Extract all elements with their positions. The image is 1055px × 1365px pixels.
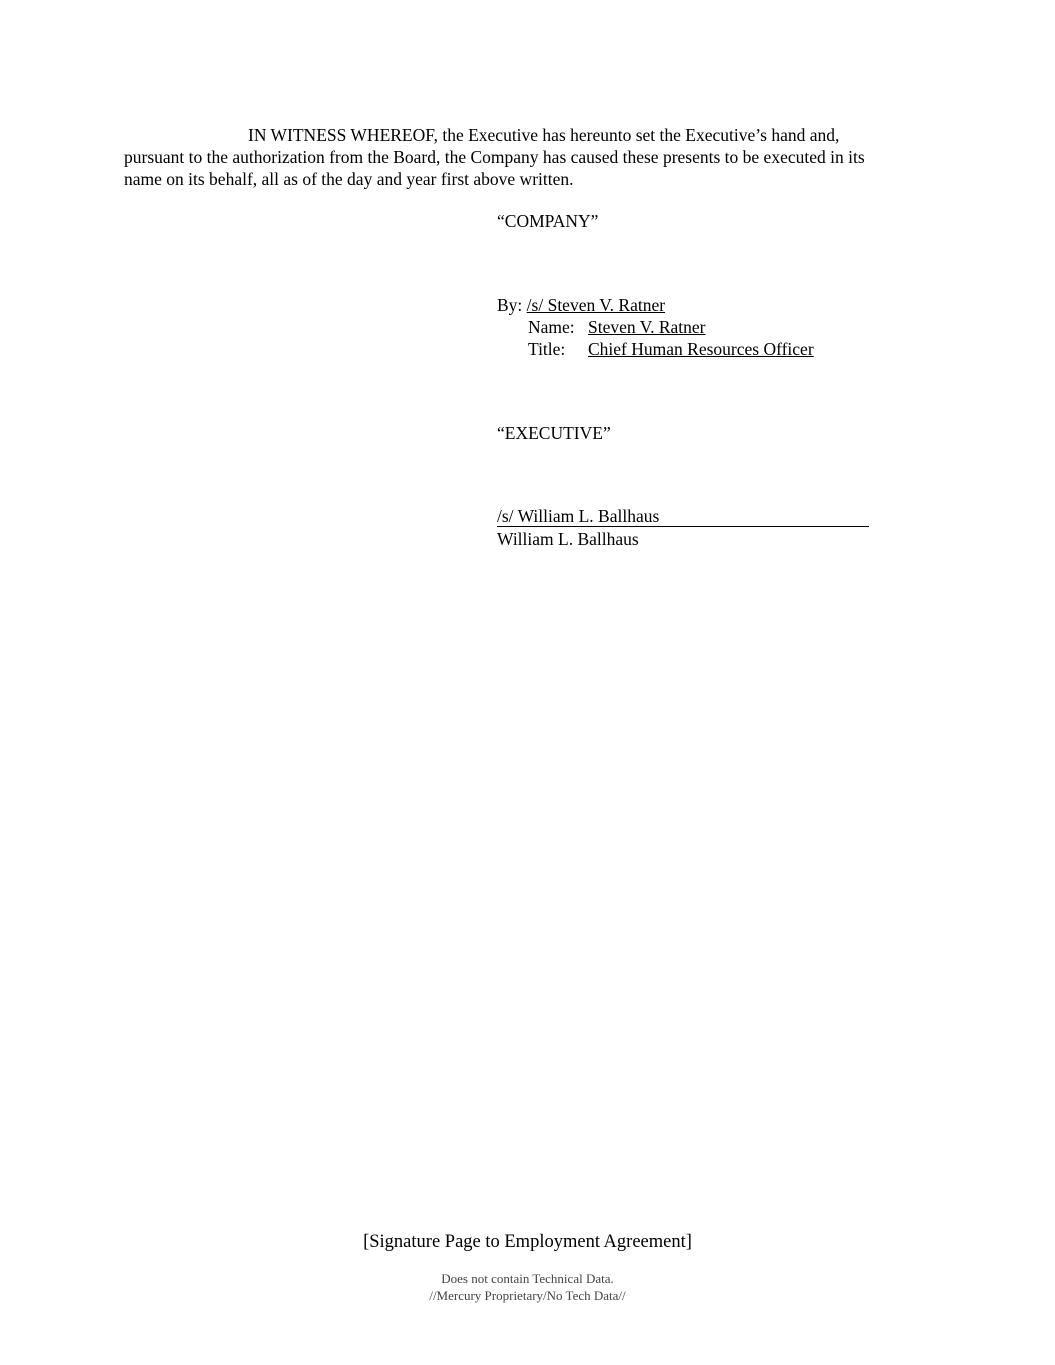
- witness-line-1: IN WITNESS WHEREOF, the Executive has hereunto set the Executive’s hand and,: [248, 125, 840, 145]
- executive-signature-line: [497, 506, 869, 527]
- executive-signature: /s/ William L. Ballhaus: [497, 506, 660, 526]
- company-name-value: Steven V. Ratner: [588, 317, 706, 337]
- company-signature: /s/ Steven V. Ratner: [526, 295, 666, 315]
- company-title-value: Chief Human Resources Officer: [588, 339, 814, 359]
- company-heading: “COMPANY”: [497, 211, 599, 231]
- witness-line-2: pursuant to the authorization from the Board, the Company has caused these presents to be executed in its: [124, 147, 865, 167]
- witness-line-3: name on its behalf, all as of the day and year first above written.: [124, 169, 574, 189]
- executive-heading: “EXECUTIVE”: [497, 423, 611, 443]
- executive-printed-name: William L. Ballhaus: [497, 529, 639, 549]
- footer-line-2: //Mercury Proprietary/No Tech Data//: [429, 1288, 626, 1303]
- witness-paragraph: [124, 124, 934, 190]
- company-name-label: Name:: [528, 317, 575, 337]
- company-by-row: [497, 294, 665, 316]
- footer-line-1: Does not contain Technical Data.: [441, 1271, 614, 1286]
- by-label: By:: [497, 295, 523, 315]
- company-title-label: Title:: [528, 339, 566, 359]
- signature-page-caption: [Signature Page to Employment Agreement]: [363, 1232, 692, 1252]
